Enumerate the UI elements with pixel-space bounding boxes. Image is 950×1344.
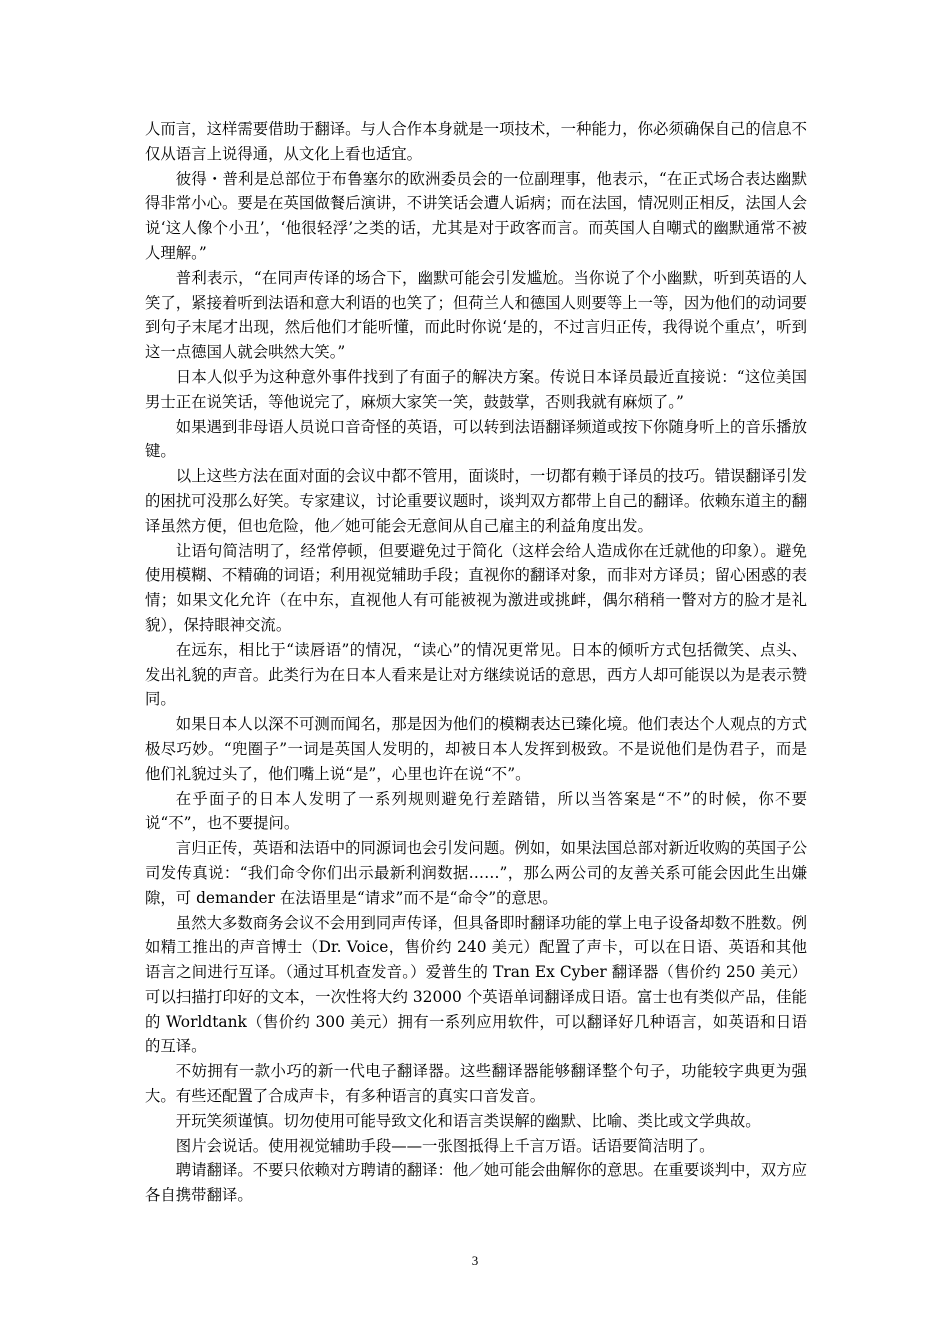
paragraph-5: 如果遇到非母语人员说口音奇怪的英语，可以转到法语翻译频道或按下你随身听上的音乐播放键。 bbox=[145, 417, 807, 461]
paragraph-6: 以上这些方法在面对面的会议中都不管用，面谈时，一切都有赖于译员的技巧。错误翻译引发的困扰可没那么好笑。专家建议，讨论重要议题时，谈判双方都带上自己的翻译。依赖东道主的翻译虽然方便，但也危险，他／她可能会无意间从自己雇主的利益角度出发。 bbox=[145, 467, 807, 535]
page-number: 3 bbox=[471, 1253, 479, 1268]
paragraph-13: 不妨拥有一款小巧的新一代电子翻译器。这些翻译器能够翻译整个句子，功能较字典更为强大。有些还配置了合成声卡，有多种语言的真实口音发音。 bbox=[145, 1062, 807, 1106]
paragraph-16: 聘请翻译。不要只依赖对方聘请的翻译：他／她可能会曲解你的意思。在重要谈判中，双方应各自携带翻译。 bbox=[145, 1161, 807, 1205]
paragraph-12: 虽然大多数商务会议不会用到同声传译，但具备即时翻译功能的掌上电子设备却数不胜数。例如精工推出的声音博士（Dr. Voice，售价约 240 美元）配置了声卡，可以在日语、英语和其他语言之间进行互译。（通过耳机查发音。）爱普生的 Tran Ex Cyber 翻译器（售价约 250 美元）可以扫描打印好的文本，一次性将大约 32000 个英语单词翻译成日语。富士也有类似产品，佳能的 Worldtank（售价约 300 美元）拥有一系列应用软件，可以翻译好几种语言，如英语和日语的互译。 bbox=[145, 913, 807, 1056]
body-text bbox=[145, 117, 807, 1208]
paragraph-4: 日本人似乎为这种意外事件找到了有面子的解决方案。传说日本译员最近直接说：“这位美国男士正在说笑话，等他说完了，麻烦大家笑一笑，鼓鼓掌，否则我就有麻烦了。” bbox=[145, 367, 807, 411]
paragraph-14: 开玩笑须谨慎。切勿使用可能导致文化和语言类误解的幽默、比喻、类比或文学典故。 bbox=[175, 1111, 761, 1130]
paragraph-3: 普利表示，“在同声传译的场合下，幽默可能会引发尴尬。当你说了个小幽默，听到英语的人笑了，紧接着听到法语和意大利语的也笑了；但荷兰人和德国人则要等上一等，因为他们的动词要到句子末尾才出现，然后他们才能听懂，而此时你说‘是的，不过言归正传，我得说个重点’，听到这一点德国人就会哄然大笑。” bbox=[145, 268, 807, 362]
paragraph-11: 言归正传，英语和法语中的同源词也会引发问题。例如，如果法国总部对新近收购的英国子公司发传真说：“我们命令你们出示最新利润数据……”，那么两公司的友善关系可能会因此生出嫌隙，可 demander 在法语里是“请求”而不是“命令”的意思。 bbox=[145, 839, 807, 907]
paragraph-2: 彼得・普利是总部位于布鲁塞尔的欧洲委员会的一位副理事，他表示，“在正式场合表达幽默得非常小心。要是在英国做餐后演讲，不讲笑话会遭人诟病；而在法国，情况则正相反，法国人会说‘这人像个小丑’，‘他很轻浮’之类的话，尤其是对于政客而言。而英国人自嘲式的幽默通常不被人理解。” bbox=[145, 169, 807, 262]
paragraph-9: 如果日本人以深不可测而闻名，那是因为他们的模糊表达已臻化境。他们表达个人观点的方式极尽巧妙。“兜圈子”一词是英国人发明的，却被日本人发挥到极致。不是说他们是伪君子，而是他们礼貌过头了，他们嘴上说“是”，心里也许在说“不”。 bbox=[145, 715, 807, 783]
paragraph-10: 在乎面子的日本人发明了一系列规则避免行差踏错，所以当答案是“不”的时候，你不要说“不”，也不要提问。 bbox=[145, 789, 807, 833]
paragraph-7: 让语句简洁明了，经常停顿，但要避免过于简化（这样会给人造成你在迁就他的印象）。避免使用模糊、不精确的词语；利用视觉辅助手段；直视你的翻译对象，而非对方译员；留心困惑的表情；如果文化允许（在中东，直视他人有可能被视为激进或挑衅，偶尔稍稍一瞥对方的脸才是礼貌），保持眼神交流。 bbox=[145, 541, 807, 634]
paragraph-15: 图片会说话。使用视觉辅助手段——一张图抵得上千言万语。话语要简洁明了。 bbox=[175, 1136, 715, 1155]
paragraph-1: 人而言，这样需要借助于翻译。与人合作本身就是一项技术，一种能力，你必须确保自己的信息不仅从语言上说得通，从文化上看也适宜。 bbox=[145, 120, 807, 163]
paragraph-8: 在远东，相比于“读唇语”的情况，“读心”的情况更常见。日本的倾听方式包括微笑、点头、发出礼貌的声音。此类行为在日本人看来是让对方继续说话的意思，西方人却可能误以为是表示赞同。 bbox=[145, 640, 807, 709]
